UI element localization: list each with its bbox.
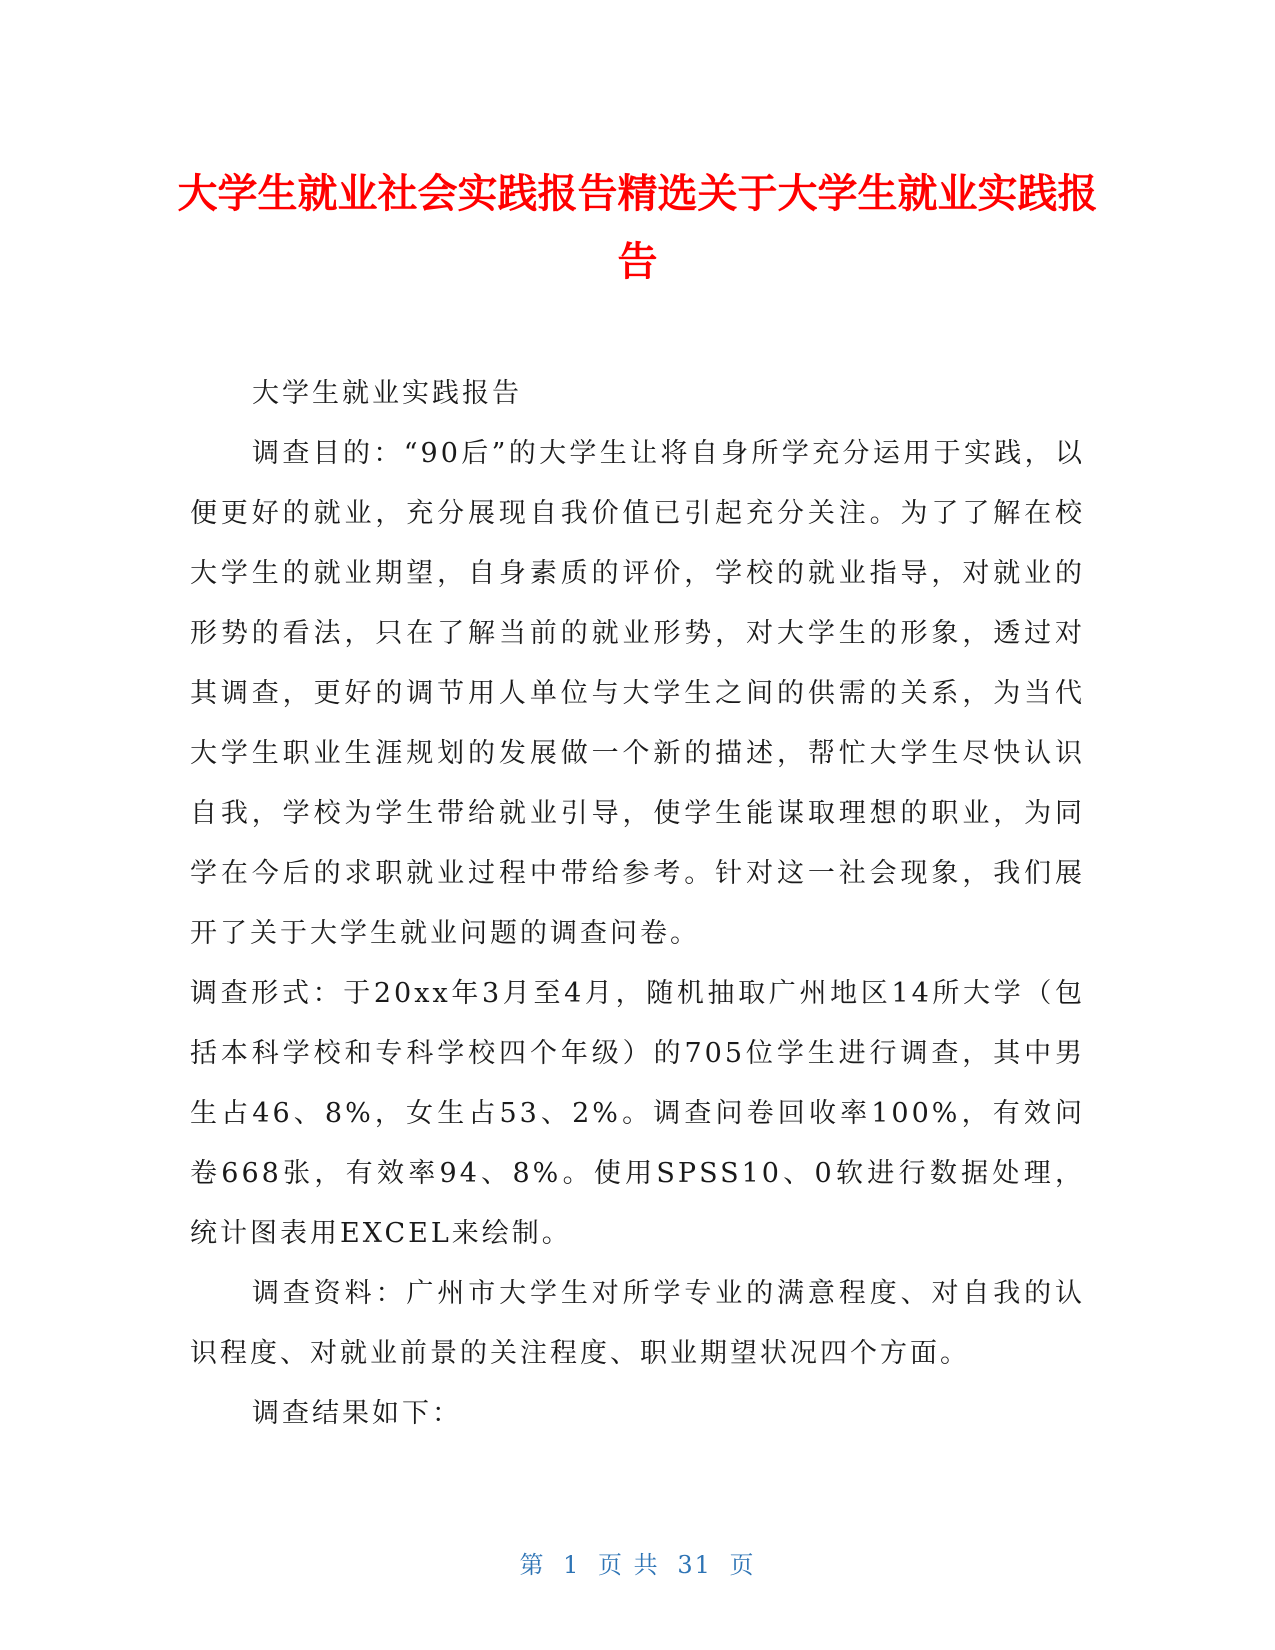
footer-total-pages: 31 bbox=[677, 1551, 712, 1579]
footer-current-page: 1 bbox=[563, 1551, 581, 1579]
footer-prefix: 第 bbox=[519, 1551, 546, 1579]
paragraph-heading: 大学生就业实践报告 bbox=[252, 378, 522, 409]
paragraph-method: 调查形式：于20xx年3月至4月，随机抽取广州地区14所大学（包括本科学校和专科学校四个年级）的705位学生进行调查，其中男生占46、8%，女生占53、2%。调查问卷回收率100%，有效问卷668张，有效率94、8%。使用SPSS10、0软进行数据处理，统计图表用EXCEL来绘制。 bbox=[190, 978, 1085, 1249]
paragraph-results-intro: 调查结果如下： bbox=[252, 1398, 462, 1429]
footer-middle: 页 共 bbox=[598, 1551, 660, 1579]
document-title: 大学生就业社会实践报告精选关于大学生就业实践报告 bbox=[177, 171, 1098, 285]
paragraph-materials: 调查资料：广州市大学生对所学专业的满意程度、对自我的认识程度、对就业前景的关注程度、职业期望状况四个方面。 bbox=[190, 1278, 1085, 1369]
paragraph-purpose: 调查目的：“90后”的大学生让将自身所学充分运用于实践，以便更好的就业，充分展现自我价值已引起充分关注。为了了解在校大学生的就业期望，自身素质的评价，学校的就业指导，对就业的形势的看法，只在了解当前的就业形势，对大学生的形象，透过对其调查，更好的调节用人单位与大学生之间的供需的关系，为当代大学生职业生涯规划的发展做一个新的描述，帮忙大学生尽快认识自我，学校为学生带给就业引导，使学生能谋取理想的职业，为同学在今后的求职就业过程中带给参考。针对这一社会现象，我们展开了关于大学生就业问题的调查问卷。 bbox=[190, 438, 1085, 949]
footer-suffix: 页 bbox=[729, 1551, 756, 1579]
document-body bbox=[190, 364, 1085, 1444]
page-footer bbox=[0, 1545, 1275, 1580]
